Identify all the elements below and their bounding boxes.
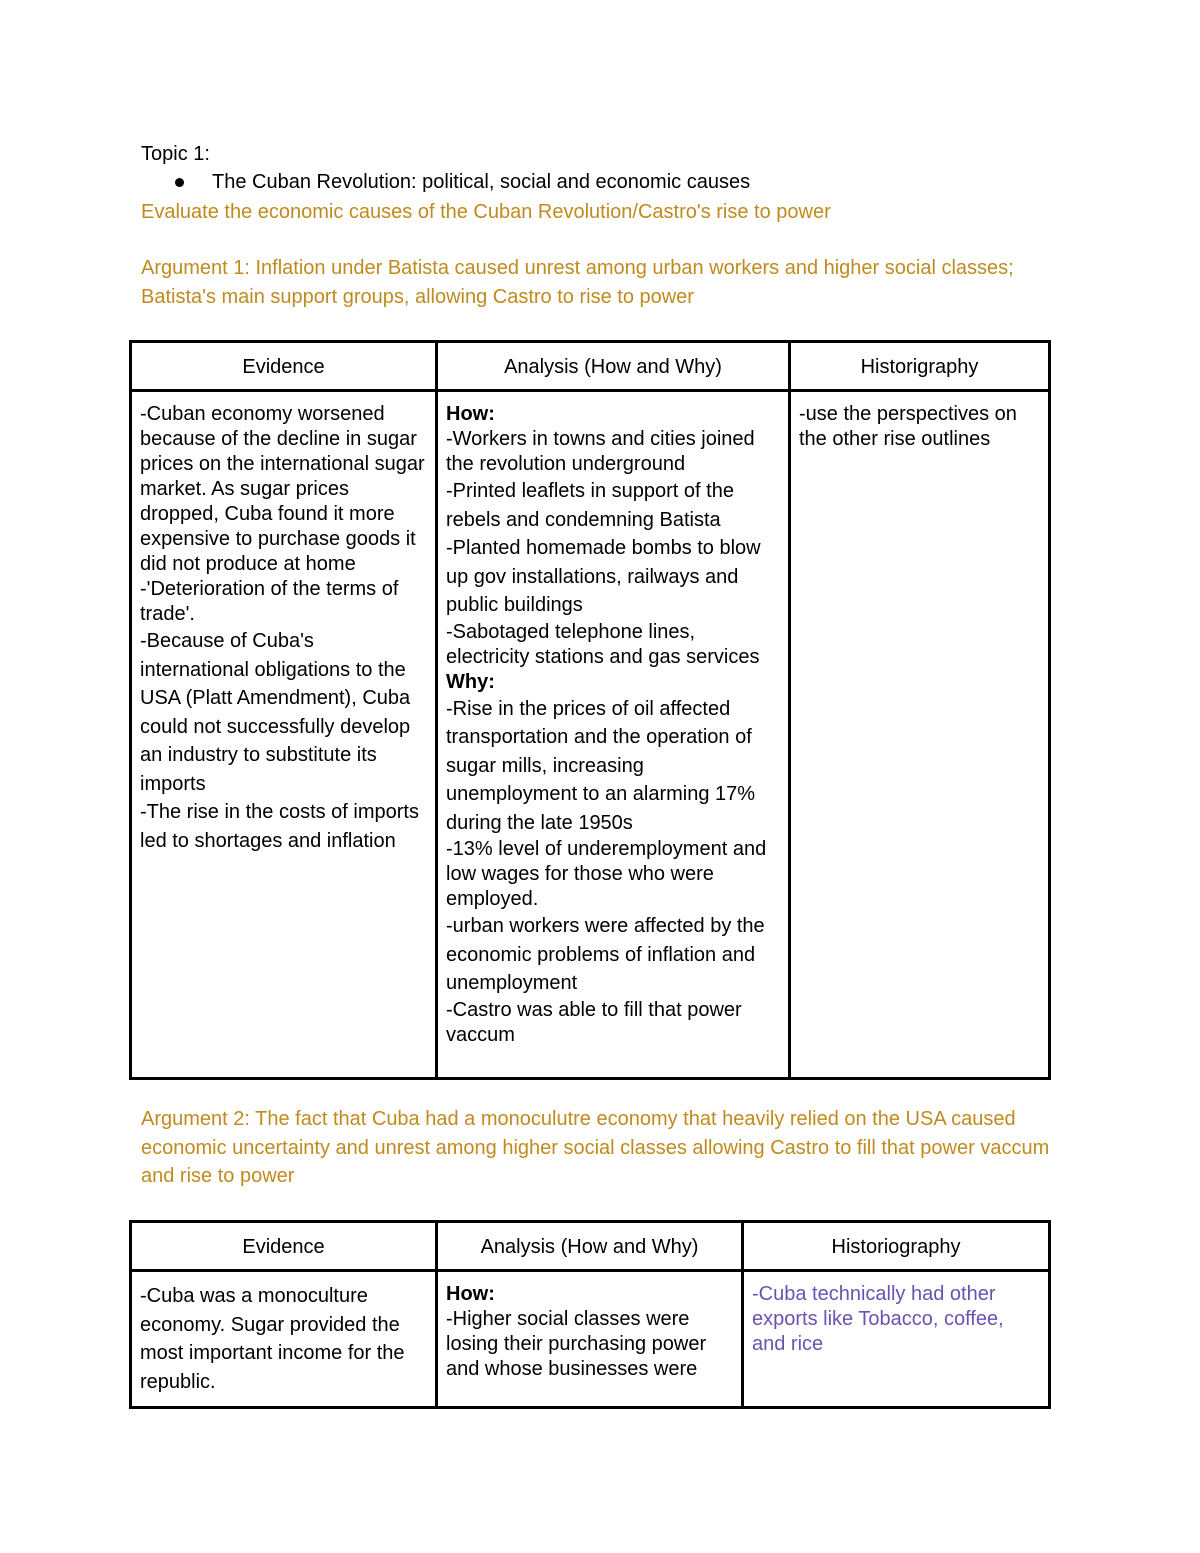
how-label: How: xyxy=(446,403,495,425)
argument-1-text: Argument 1: Inflation under Batista caused unrest among urban workers and higher social classes; Batista's main support groups, allowing Castro to rise to power xyxy=(141,257,1014,308)
topic-bullet-item xyxy=(141,168,750,196)
argument-2-table xyxy=(129,1220,1051,1409)
historiography-text: -use the perspectives on the other rise outlines xyxy=(799,403,1017,450)
why-item: -Castro was able to fill that power vaccum xyxy=(446,998,742,1046)
how-item: -Planted homemade bombs to blow up gov installations, railways and public buildings xyxy=(446,537,761,616)
historiography-text: -Cuba technically had other exports like Tobacco, coffee, and rice xyxy=(752,1283,1004,1355)
evidence-item: -Because of Cuba's international obligations to the USA (Platt Amendment), Cuba could not successfully develop an industry to substitute its imports xyxy=(140,630,411,795)
bullet-icon xyxy=(175,178,184,187)
evidence-item: -Cuban economy worsened because of the decline in sugar prices on the international sugar market. As sugar prices dropped, Cuba found it more expensive to purchase goods it did not produce at home xyxy=(140,403,425,575)
how-item: -Higher social classes were losing their purchasing power and whose businesses were xyxy=(446,1308,707,1380)
how-item: -Workers in towns and cities joined the revolution underground xyxy=(446,428,755,475)
how-item: -Printed leaflets in support of the rebels and condemning Batista xyxy=(446,480,734,531)
header-evidence: Evidence xyxy=(131,342,437,391)
analysis-cell xyxy=(437,391,790,1079)
evidence-cell xyxy=(131,391,437,1079)
how-item: -Sabotaged telephone lines, electricity stations and gas services xyxy=(446,620,760,668)
evidence-cell xyxy=(131,1271,437,1408)
topic-label: Topic 1: xyxy=(141,143,210,165)
header-historiography: Historiography xyxy=(743,1222,1050,1271)
header-analysis: Analysis (How and Why) xyxy=(437,342,790,391)
header-evidence: Evidence xyxy=(131,1222,437,1271)
historiography-cell xyxy=(790,391,1050,1079)
evidence-item: -'Deterioration of the terms of trade'. xyxy=(140,578,399,625)
historiography-cell xyxy=(743,1271,1050,1408)
argument-1-table xyxy=(129,340,1051,1080)
header-historiography: Historigraphy xyxy=(790,342,1050,391)
why-item: -urban workers were affected by the economic problems of inflation and unemployment xyxy=(446,915,765,994)
argument-2-text: Argument 2: The fact that Cuba had a monoculutre economy that heavily relied on the USA caused economic uncertainty and unrest among higher social classes allowing Castro to fill that power vaccum and rise to power xyxy=(141,1108,1050,1187)
table-row xyxy=(131,391,1050,1079)
how-label: How: xyxy=(446,1283,495,1305)
table-header-row xyxy=(131,1222,1050,1271)
table-header-row xyxy=(131,342,1050,391)
why-item: -13% level of underemployment and low wages for those who were employed. xyxy=(446,838,767,910)
evidence-item: -Cuba was a monoculture economy. Sugar provided the most important income for the republic. xyxy=(140,1285,405,1393)
why-item: -Rise in the prices of oil affected transportation and the operation of sugar mills, increasing unemployment to an alarming 17% during the late 1950s xyxy=(446,697,756,834)
topic-bullet-text: The Cuban Revolution: political, social and economic causes xyxy=(212,171,751,193)
essay-question: Evaluate the economic causes of the Cuban Revolution/Castro's rise to power xyxy=(141,201,831,223)
header-analysis: Analysis (How and Why) xyxy=(437,1222,743,1271)
evidence-item: -The rise in the costs of imports led to shortages and inflation xyxy=(140,801,419,852)
analysis-cell xyxy=(437,1271,743,1408)
table-row xyxy=(131,1271,1050,1408)
why-label: Why: xyxy=(446,670,495,693)
